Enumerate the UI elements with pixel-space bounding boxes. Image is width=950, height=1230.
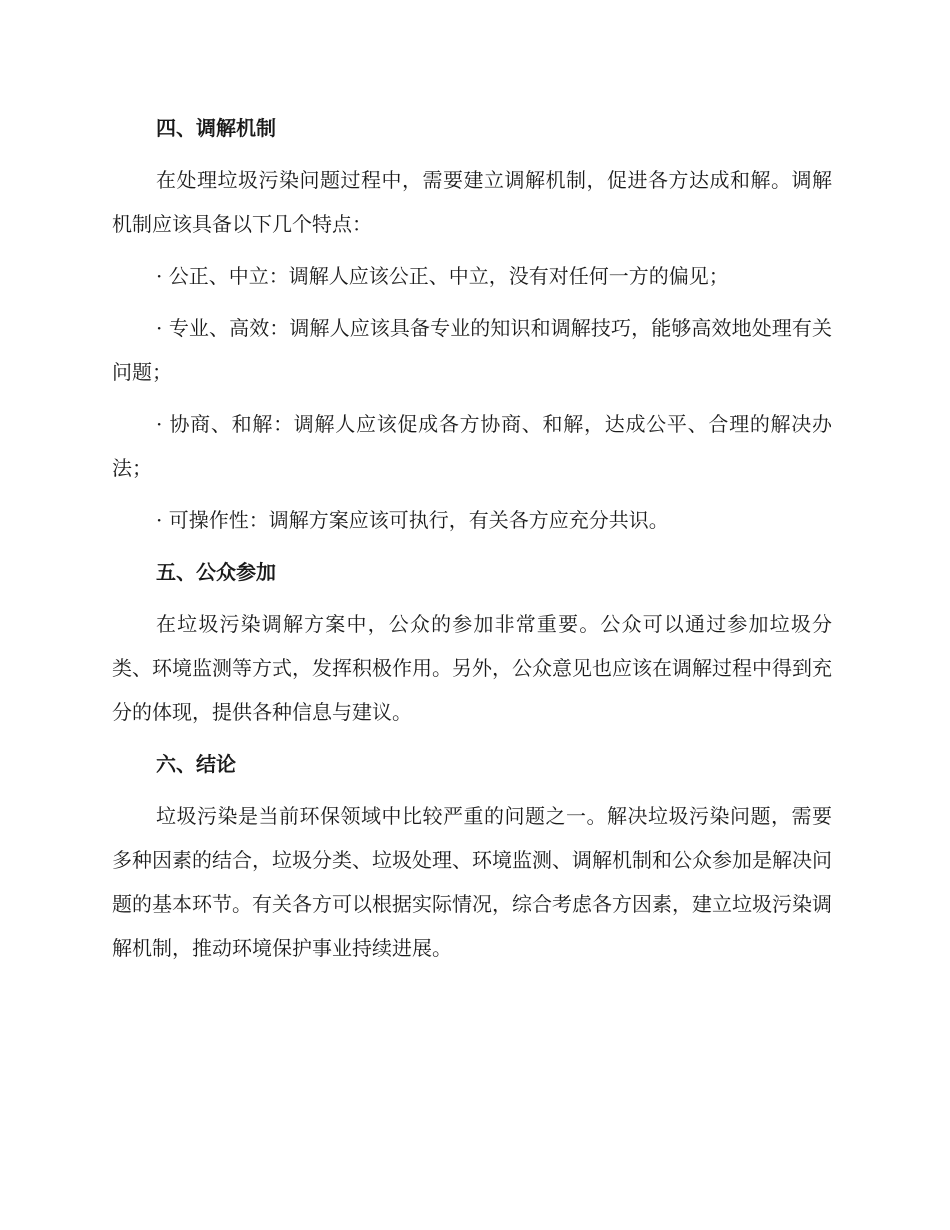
section-heading-public-participation: 五、公众参加 <box>156 560 276 584</box>
section-heading-conclusion: 六、结论 <box>156 752 236 776</box>
bullet-item: · 公正、中立：调解人应该公正、中立，没有对任何一方的偏见； <box>156 264 729 288</box>
bullet-item: · 专业、高效：调解人应该具备专业的知识和调解技巧，能够高效地处理有关问题； <box>112 316 832 384</box>
paragraph: 垃圾污染是当前环保领域中比较严重的问题之一。解决垃圾污染问题，需要多种因素的结合，垃圾分类、垃圾处理、环境监测、调解机制和公众参加是解决问题的基本环节。有关各方可以根据实际情况，综合考虑各方因素，建立垃圾污染调解机制，推动环境保护事业持续进展。 <box>112 804 832 960</box>
section-heading-mediation: 四、调解机制 <box>156 116 276 140</box>
paragraph: 在处理垃圾污染问题过程中，需要建立调解机制，促进各方达成和解。调解机制应该具备以下几个特点： <box>112 168 832 236</box>
document-page <box>112 106 832 970</box>
bullet-item: · 协商、和解：调解人应该促成各方协商、和解，达成公平、合理的解决办法； <box>112 412 832 480</box>
paragraph: 在垃圾污染调解方案中，公众的参加非常重要。公众可以通过参加垃圾分类、环境监测等方式，发挥积极作用。另外，公众意见也应该在调解过程中得到充分的体现，提供各种信息与建议。 <box>112 612 832 724</box>
bullet-item: · 可操作性：调解方案应该可执行，有关各方应充分共识。 <box>156 508 669 532</box>
